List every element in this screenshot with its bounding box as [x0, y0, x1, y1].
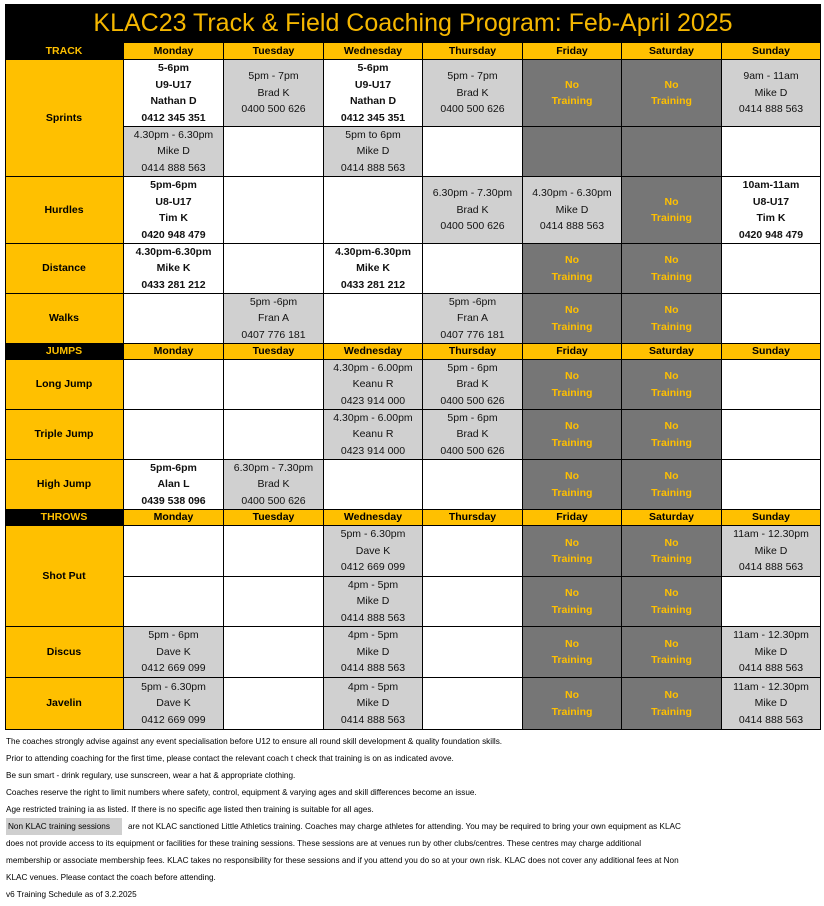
session-cell-distance-wed-line: 4.30pm-6.30pm [335, 245, 411, 258]
session-cell-sprints-wed-1-line: Nathan D [349, 95, 397, 107]
session-cell-high-tue-line: 0400 500 626 [241, 494, 306, 507]
session-cell-shot-sun-1-line: 11am - 12.30pm [733, 528, 809, 541]
session-cell-sprints-wed-1-line: U9-U17 [354, 78, 392, 91]
session-cell-discus-sun-line: 11am - 12.30pm [733, 629, 809, 642]
empty-cell [124, 410, 224, 460]
event-label-discus: Discus [5, 627, 124, 678]
session-cell-walks-tue-line: 0407 776 181 [241, 328, 306, 341]
event-label-triple-jump: Triple Jump [5, 410, 124, 460]
session-cell-distance-wed-line: Mike K [356, 262, 390, 275]
no-training-cell-line: No [664, 195, 679, 208]
session-cell-walks-thu [423, 294, 523, 344]
no-training-cell-line: No [664, 370, 679, 382]
no-training-cell-line: No [664, 536, 679, 549]
no-training-cell-line: No [565, 420, 579, 432]
session-cell-javelin-sun [722, 678, 821, 730]
section-header-throws: THROWS [5, 510, 124, 526]
empty-cell [124, 577, 224, 627]
no-training-cell [622, 244, 722, 294]
session-cell-sprints-mon-2 [124, 127, 224, 177]
day-header-thursday: Thursday [423, 43, 523, 60]
no-training-cell [523, 60, 622, 127]
session-cell-discus-wed-line: Mike D [356, 645, 390, 658]
non-klac-label: Non KLAC training sessions [6, 818, 122, 835]
no-training-cell [622, 526, 722, 577]
note-specialisation: The coaches strongly advise against any event specialisation before U12 to ensure all round skill development & quality foundation skills. [6, 737, 503, 746]
day-header-sunday: Sunday [722, 344, 821, 360]
day-header-saturday: Saturday [622, 510, 722, 526]
event-label-long-jump: Long Jump [5, 360, 124, 410]
session-cell-hurdles-mon-line: Tim K [159, 212, 188, 224]
no-training-cell-line: No [664, 637, 679, 650]
session-cell-long-thu-line: 5pm - 6pm [447, 361, 498, 374]
event-label-walks: Walks [5, 294, 124, 344]
event-label-shot-put: Shot Put [5, 526, 124, 627]
empty-cell [124, 360, 224, 410]
session-cell-triple-wed-line: 0423 914 000 [340, 444, 406, 457]
no-training-cell-line: No [565, 536, 579, 549]
empty-cell [423, 244, 523, 294]
session-cell-shot-wed-2-line: 4pm - 5pm [347, 578, 399, 591]
session-cell-walks-tue-line: Fran A [258, 312, 289, 325]
no-training-cell-line: Training [551, 436, 593, 449]
day-header-wednesday: Wednesday [324, 344, 423, 360]
session-cell-hurdles-sun-line: 0420 948 479 [738, 228, 804, 241]
session-cell-hurdles-thu-line: 0400 500 626 [440, 220, 505, 233]
session-cell-javelin-mon-line: 5pm - 6.30pm [141, 680, 206, 693]
empty-cell [224, 526, 324, 577]
notes-section [6, 733, 818, 903]
session-cell-long-wed-line: 0423 914 000 [340, 394, 406, 407]
note-age-restricted: Age restricted training ia as listed. If there is no specific age listed then training is suitable for all ages. [6, 805, 374, 814]
session-cell-sprints-sun-1-line: 9am - 11am [743, 70, 799, 83]
session-cell-hurdles-fri-line: 0414 888 563 [539, 220, 605, 233]
note-non-klac-2: does not provide access to its equipment or facilities for these training sessions. These sessions are at venues run by other clubs/centres. These centres may charge additional [6, 839, 642, 848]
section-header-jumps: JUMPS [5, 344, 124, 360]
no-training-cell-line: Training [551, 486, 593, 499]
session-cell-discus-mon [124, 627, 224, 678]
session-cell-triple-thu-line: 0400 500 626 [440, 444, 505, 457]
session-cell-discus-wed-line: 0414 888 563 [340, 662, 406, 675]
session-cell-high-mon-line: 0439 538 096 [141, 494, 206, 507]
day-header-monday: Monday [124, 344, 224, 360]
session-cell-javelin-mon [124, 678, 224, 730]
note-non-klac-4: KLAC venues. Please contact the coach before attending. [6, 873, 216, 882]
session-cell-high-mon-line: 5pm-6pm [150, 461, 197, 474]
no-training-cell [523, 577, 622, 627]
session-cell-long-wed-line: Keanu R [352, 378, 394, 391]
no-training-cell-line: Training [551, 270, 593, 283]
no-training-cell [523, 360, 622, 410]
session-cell-hurdles-mon [124, 177, 224, 244]
session-cell-discus-mon-line: 0412 669 099 [141, 662, 206, 675]
no-training-cell-line: No [664, 470, 679, 482]
day-header-friday: Friday [523, 43, 622, 60]
session-cell-shot-wed-1-line: Dave K [355, 544, 391, 557]
session-cell-hurdles-fri [523, 177, 622, 244]
event-label-distance: Distance [5, 244, 124, 294]
session-cell-walks-thu-line: Fran A [457, 312, 488, 325]
session-cell-javelin-sun-line: Mike D [754, 697, 788, 710]
empty-cell [423, 526, 523, 577]
day-header-saturday: Saturday [622, 344, 722, 360]
session-cell-shot-sun-1-line: Mike D [754, 544, 788, 557]
session-cell-triple-wed-line: Keanu R [352, 428, 394, 441]
session-cell-high-tue-line: Brad K [257, 478, 290, 491]
day-header-monday: Monday [124, 43, 224, 60]
no-training-cell-line: Training [651, 603, 692, 616]
session-cell-walks-thu-line: 0407 776 181 [440, 328, 505, 341]
no-training-cell-line: Training [651, 654, 692, 666]
session-cell-distance-mon-line: Mike K [156, 262, 191, 275]
no-training-cell [523, 627, 622, 678]
session-cell-sprints-wed-2-line: 5pm to 6pm [345, 128, 401, 141]
no-training-cell [622, 294, 722, 344]
no-training-cell [622, 577, 722, 627]
day-header-sunday: Sunday [722, 43, 821, 60]
empty-cell [324, 177, 423, 244]
session-cell-high-mon [124, 460, 224, 510]
no-training-cell [622, 460, 722, 510]
session-cell-walks-tue-line: 5pm -6pm [249, 295, 298, 308]
note-non-klac-3: membership or associate membership fees. KLAC takes no responsibility for these sessions and if you attend you do so at your own risk. KLAC does not cover any additional fees at Non [6, 856, 679, 865]
session-cell-javelin-wed-line: Mike D [356, 697, 390, 710]
training-schedule-table [5, 4, 821, 730]
day-header-saturday: Saturday [622, 43, 722, 60]
session-cell-sprints-tue-1-line: Brad K [257, 86, 290, 99]
day-header-friday: Friday [523, 510, 622, 526]
no-training-cell-line: Training [651, 486, 692, 499]
session-cell-javelin-mon-line: Dave K [156, 697, 191, 710]
session-cell-shot-sun-1-line: 0414 888 563 [738, 561, 804, 574]
no-training-cell-line: Training [651, 95, 692, 107]
event-label-javelin: Javelin [5, 678, 124, 730]
no-training-cell-line: No [565, 304, 579, 316]
session-cell-long-thu [423, 360, 523, 410]
day-header-monday: Monday [124, 510, 224, 526]
session-cell-distance-mon [124, 244, 224, 294]
no-training-cell [523, 294, 622, 344]
no-training-cell-line: No [565, 637, 579, 650]
empty-cell [224, 410, 324, 460]
session-cell-discus-wed [324, 627, 423, 678]
session-cell-triple-thu [423, 410, 523, 460]
session-cell-high-tue-line: 6.30pm - 7.30pm [233, 461, 314, 474]
session-cell-walks-thu-line: 5pm -6pm [448, 295, 497, 308]
session-cell-discus-wed-line: 4pm - 5pm [347, 629, 399, 642]
session-cell-javelin-wed-line: 4pm - 5pm [347, 680, 399, 693]
session-cell-hurdles-thu [423, 177, 523, 244]
no-training-cell-line: Training [651, 553, 692, 565]
session-cell-sprints-wed-2-line: 0414 888 563 [340, 161, 406, 174]
empty-cell [124, 294, 224, 344]
session-cell-javelin-sun-line: 0414 888 563 [738, 713, 804, 726]
page-title: KLAC23 Track & Field Coaching Program: Feb-April 2025 [5, 4, 821, 43]
day-header-tuesday: Tuesday [224, 344, 324, 360]
session-cell-sprints-wed-1 [324, 60, 423, 127]
session-cell-triple-thu-line: Brad K [456, 428, 489, 441]
session-cell-hurdles-mon-line: 5pm-6pm [150, 179, 197, 191]
no-training-cell [523, 678, 622, 730]
session-cell-hurdles-fri-line: 4.30pm - 6.30pm [532, 187, 612, 200]
no-training-cell-line: Training [651, 270, 692, 283]
note-contact-coach: Prior to attending coaching for the first time, please contact the relevant coach t check that training is on as indicated avove. [6, 754, 454, 763]
session-cell-sprints-thu-1-line: Brad K [456, 86, 489, 99]
session-cell-long-thu-line: Brad K [456, 378, 489, 391]
no-training-cell-line: No [565, 78, 579, 91]
event-label-sprints: Sprints [5, 60, 124, 177]
session-cell-walks-tue [224, 294, 324, 344]
session-cell-distance-wed-line: 0433 281 212 [340, 278, 406, 291]
no-training-cell-line: Training [651, 386, 692, 399]
empty-cell [124, 526, 224, 577]
empty-cell [722, 127, 821, 177]
empty-cell [224, 127, 324, 177]
no-training-cell-line: Training [651, 320, 692, 333]
note-non-klac [6, 818, 818, 835]
no-training-cell [622, 410, 722, 460]
session-cell-sprints-wed-1-line: 5-6pm [357, 62, 389, 74]
no-training-cell-line: Training [551, 553, 593, 565]
no-training-cell [523, 526, 622, 577]
session-cell-discus-sun-line: 0414 888 563 [738, 662, 804, 675]
empty-cell [722, 410, 821, 460]
session-cell-high-mon-line: Alan L [157, 478, 190, 491]
no-training-cell-line: Training [551, 320, 593, 333]
empty-cell [224, 177, 324, 244]
session-cell-sprints-thu-1 [423, 60, 523, 127]
no-training-cell-line: No [664, 78, 679, 91]
session-cell-sprints-sun-1 [722, 60, 821, 127]
note-sun-smart: Be sun smart - drink regulary, use sunscreen, wear a hat & appropriate clothing. [6, 771, 296, 780]
session-cell-hurdles-sun [722, 177, 821, 244]
day-header-tuesday: Tuesday [224, 510, 324, 526]
session-cell-shot-wed-2 [324, 577, 423, 627]
empty-cell [224, 627, 324, 678]
session-cell-sprints-mon-1-line: 5-6pm [158, 62, 189, 74]
session-cell-sprints-thu-1-line: 0400 500 626 [440, 103, 505, 116]
no-training-cell [622, 678, 722, 730]
session-cell-javelin-wed [324, 678, 423, 730]
session-cell-long-wed [324, 360, 423, 410]
no-training-cell-line: No [664, 254, 679, 266]
no-training-cell-line: No [664, 420, 679, 432]
session-cell-javelin-sun-line: 11am - 12.30pm [733, 680, 809, 693]
no-training-cell-line: Training [651, 436, 692, 449]
session-cell-sprints-tue-1 [224, 60, 324, 127]
session-cell-distance-mon-line: 0433 281 212 [141, 278, 206, 291]
session-cell-sprints-wed-1-line: 0412 345 351 [340, 111, 406, 124]
no-training-cell-line: No [664, 587, 679, 599]
no-training-cell-line: No [664, 689, 679, 701]
session-cell-hurdles-fri-line: Mike D [555, 203, 589, 216]
no-training-cell-line: No [565, 587, 579, 599]
session-cell-distance-wed [324, 244, 423, 294]
no-training-cell [523, 460, 622, 510]
no-training-cell-line: No [565, 470, 579, 482]
session-cell-discus-mon-line: 5pm - 6pm [148, 629, 199, 642]
session-cell-sprints-sun-1-line: Mike D [754, 86, 788, 99]
no-training-cell [622, 627, 722, 678]
day-header-tuesday: Tuesday [224, 43, 324, 60]
session-cell-hurdles-sun-line: U8-U17 [752, 195, 790, 208]
note-non-klac-text: are not KLAC sanctioned Little Athletics training. Coaches may charge athletes for attending. You may be required to bring your own equipment as KLAC [127, 822, 681, 831]
session-cell-sprints-mon-2-line: Mike D [157, 145, 190, 158]
no-training-cell [622, 177, 722, 244]
day-header-friday: Friday [523, 344, 622, 360]
no-training-cell-line: No [565, 254, 579, 266]
session-cell-hurdles-thu-line: Brad K [456, 203, 489, 216]
empty-cell [722, 460, 821, 510]
session-cell-javelin-wed-line: 0414 888 563 [340, 713, 406, 726]
no-training-cell-line: Training [551, 654, 593, 666]
empty-cell [423, 627, 523, 678]
session-cell-sprints-mon-1-line: Nathan D [150, 95, 197, 107]
no-training-cell [523, 410, 622, 460]
no-training-cell-line: Training [551, 705, 593, 718]
session-cell-discus-sun [722, 627, 821, 678]
session-cell-triple-thu-line: 5pm - 6pm [447, 411, 498, 424]
session-cell-sprints-mon-1-line: U9-U17 [155, 78, 192, 91]
day-header-sunday: Sunday [722, 510, 821, 526]
no-training-cell-line: Training [551, 386, 593, 399]
session-cell-shot-sun-1 [722, 526, 821, 577]
no-training-cell [622, 60, 722, 127]
session-cell-sprints-sun-1-line: 0414 888 563 [738, 103, 804, 116]
empty-cell [224, 577, 324, 627]
session-cell-discus-sun-line: Mike D [754, 645, 788, 658]
session-cell-hurdles-thu-line: 6.30pm - 7.30pm [432, 187, 513, 200]
no-training-cell-line: Training [651, 705, 692, 718]
session-cell-hurdles-sun-line: Tim K [756, 212, 786, 224]
session-cell-hurdles-sun-line: 10am-11am [742, 179, 800, 191]
no-training-cell-line: No [565, 689, 579, 701]
session-cell-shot-wed-2-line: 0414 888 563 [340, 611, 406, 624]
empty-cell [224, 244, 324, 294]
day-header-wednesday: Wednesday [324, 510, 423, 526]
session-cell-shot-wed-2-line: Mike D [356, 595, 390, 608]
no-training-cell-line: Training [551, 95, 593, 107]
session-cell-sprints-tue-1-line: 0400 500 626 [241, 103, 306, 116]
empty-cell [722, 360, 821, 410]
session-cell-sprints-mon-2-line: 4.30pm - 6.30pm [133, 128, 214, 141]
day-header-thursday: Thursday [423, 344, 523, 360]
section-header-track: TRACK [5, 43, 124, 60]
session-cell-sprints-wed-2 [324, 127, 423, 177]
empty-cell [423, 678, 523, 730]
no-training-cell-line: Training [551, 603, 593, 616]
empty-cell [423, 577, 523, 627]
empty-cell [324, 294, 423, 344]
session-cell-sprints-thu-1-line: 5pm - 7pm [447, 70, 498, 83]
empty-cell [423, 460, 523, 510]
session-cell-long-wed-line: 4.30pm - 6.00pm [333, 361, 413, 374]
no-training-blank-cell [622, 127, 722, 177]
session-cell-long-thu-line: 0400 500 626 [440, 394, 505, 407]
day-header-wednesday: Wednesday [324, 43, 423, 60]
empty-cell [224, 360, 324, 410]
event-label-high-jump: High Jump [5, 460, 124, 510]
session-cell-javelin-mon-line: 0412 669 099 [141, 713, 206, 726]
empty-cell [423, 127, 523, 177]
session-cell-sprints-mon-2-line: 0414 888 563 [141, 161, 206, 174]
note-limit-numbers: Coaches reserve the right to limit numbers where safety, control, equipment & varying ages and skill differences become an issue. [6, 788, 477, 797]
session-cell-shot-wed-1-line: 0412 669 099 [340, 561, 406, 574]
session-cell-hurdles-mon-line: 0420 948 479 [141, 228, 206, 241]
no-training-cell-line: No [565, 370, 579, 382]
empty-cell [324, 460, 423, 510]
session-cell-triple-wed [324, 410, 423, 460]
session-cell-discus-mon-line: Dave K [156, 645, 191, 658]
no-training-cell [523, 244, 622, 294]
event-label-hurdles: Hurdles [5, 177, 124, 244]
session-cell-shot-wed-1 [324, 526, 423, 577]
session-cell-distance-mon-line: 4.30pm-6.30pm [135, 245, 212, 258]
no-training-blank-cell [523, 127, 622, 177]
session-cell-hurdles-mon-line: U8-U17 [155, 195, 192, 208]
empty-cell [722, 294, 821, 344]
session-cell-triple-wed-line: 4.30pm - 6.00pm [333, 411, 413, 424]
no-training-cell [622, 360, 722, 410]
session-cell-sprints-wed-2-line: Mike D [356, 145, 390, 158]
session-cell-sprints-mon-1-line: 0412 345 351 [141, 111, 206, 124]
version-note: v6 Training Schedule as of 3.2.2025 [6, 890, 137, 899]
no-training-cell-line: Training [651, 212, 692, 224]
session-cell-high-tue [224, 460, 324, 510]
empty-cell [224, 678, 324, 730]
day-header-thursday: Thursday [423, 510, 523, 526]
empty-cell [722, 577, 821, 627]
empty-cell [722, 244, 821, 294]
no-training-cell-line: No [664, 304, 679, 316]
session-cell-shot-wed-1-line: 5pm - 6.30pm [340, 528, 406, 541]
session-cell-sprints-mon-1 [124, 60, 224, 127]
session-cell-sprints-tue-1-line: 5pm - 7pm [248, 70, 299, 83]
